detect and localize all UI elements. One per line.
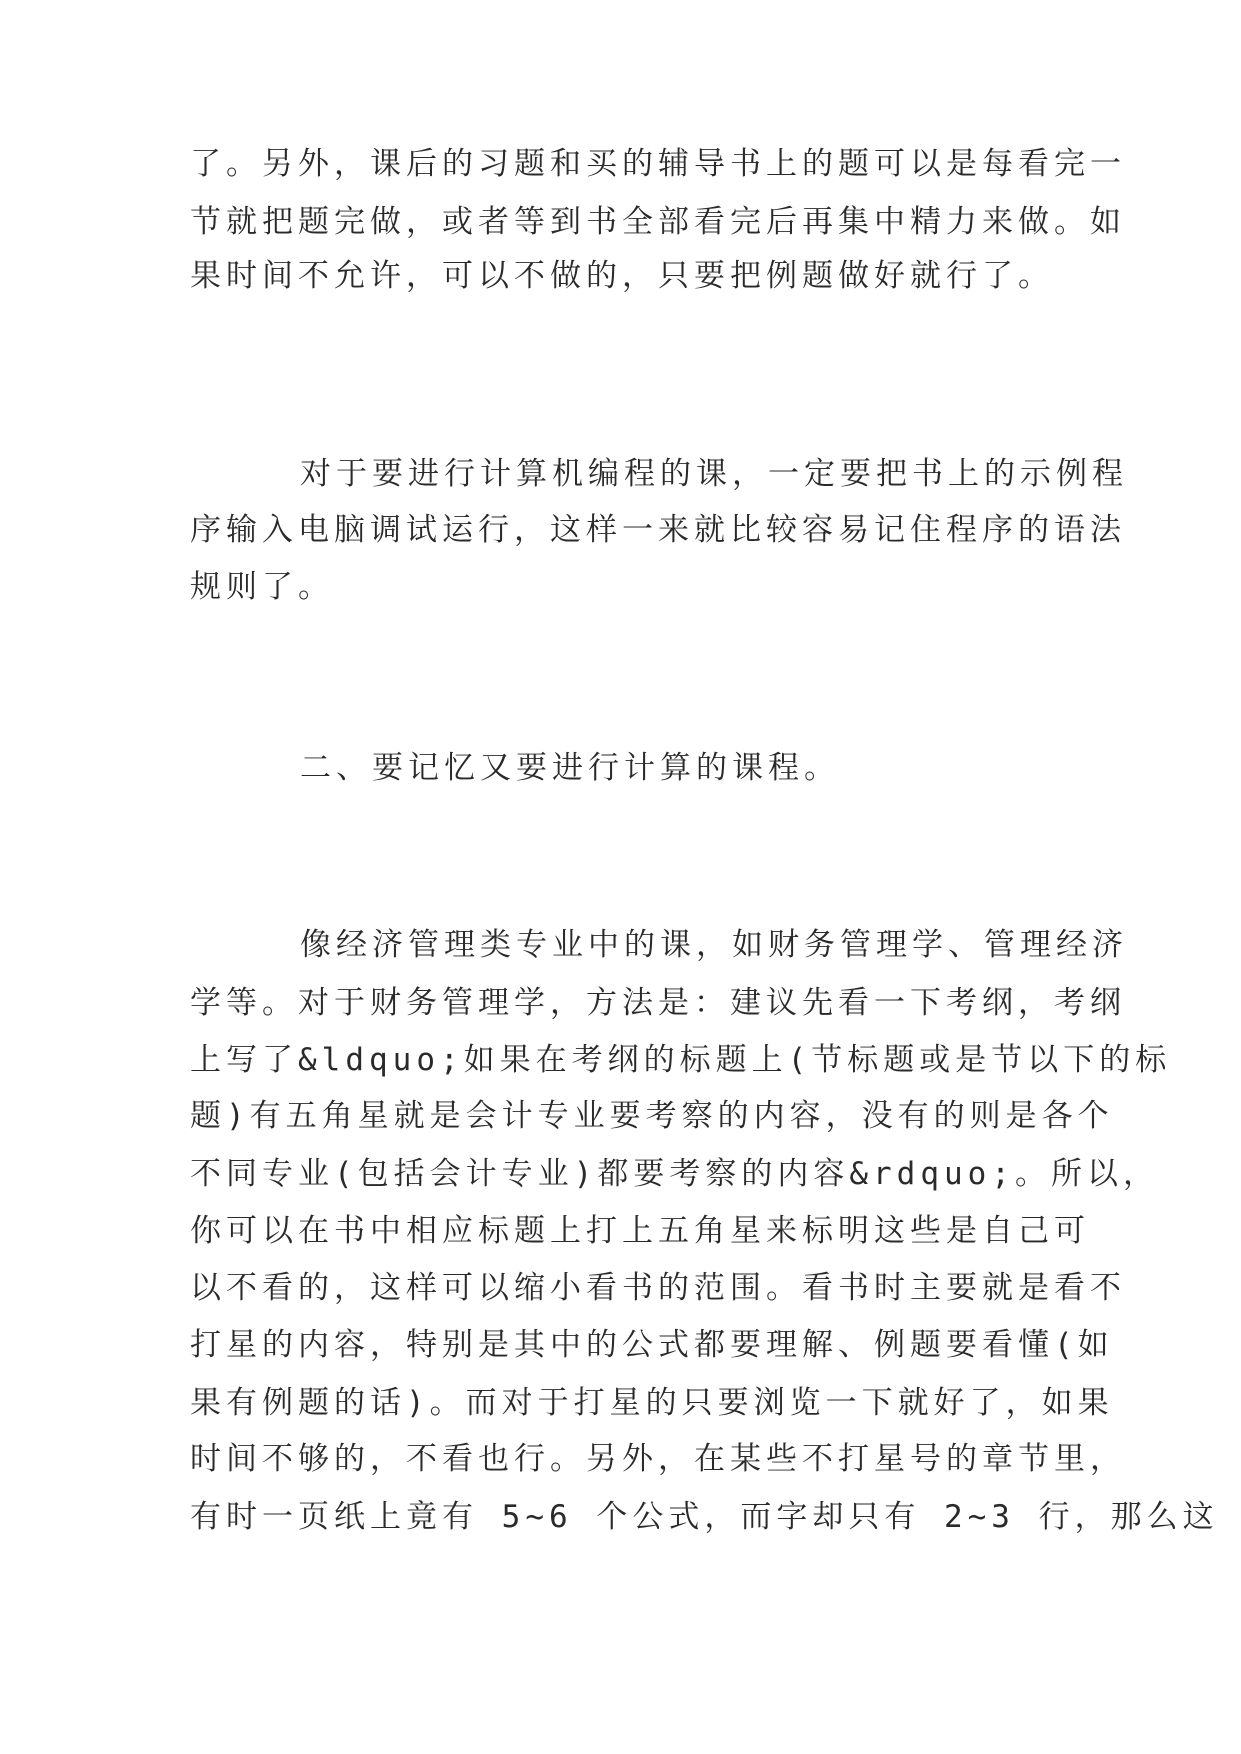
paragraph-4-line-2: 学等。对于财务管理学，方法是：建议先看一下考纲，考纲 xyxy=(190,985,1126,1021)
paragraph-4-line-3: 上写了&ldquo;如果在考纲的标题上(节标题或是节以下的标 xyxy=(190,1042,1172,1078)
paragraph-4-line-6: 你可以在书中相应标题上打上五角星来标明这些是自己可 xyxy=(190,1213,1090,1249)
paragraph-1-line-2: 节就把题完做，或者等到书全部看完后再集中精力来做。如 xyxy=(190,204,1126,240)
paragraph-1-line-3: 果时间不允许，可以不做的，只要把例题做好就行了。 xyxy=(190,258,1054,294)
paragraph-4-line-10: 时间不够的，不看也行。另外，在某些不打星号的章节里， xyxy=(190,1441,1126,1477)
paragraph-4-line-9: 果有例题的话)。而对于打星的只要浏览一下就好了，如果 xyxy=(190,1385,1114,1421)
paragraph-4-line-11: 有时一页纸上竟有 5~6 个公式，而字却只有 2~3 行，那么这 xyxy=(190,1499,1219,1535)
paragraph-2-line-3: 规则了。 xyxy=(190,569,334,605)
section-heading: 二、要记忆又要进行计算的课程。 xyxy=(300,750,840,786)
paragraph-4-line-8: 打星的内容，特别是其中的公式都要理解、例题要看懂(如 xyxy=(190,1327,1114,1363)
paragraph-1-line-1: 了。另外，课后的习题和买的辅导书上的题可以是每看完一 xyxy=(190,146,1126,182)
paragraph-4-line-1: 像经济管理类专业中的课，如财务管理学、管理经济 xyxy=(300,927,1128,963)
paragraph-2-line-1: 对于要进行计算机编程的课，一定要把书上的示例程 xyxy=(300,456,1128,492)
paragraph-2-line-2: 序输入电脑调试运行，这样一来就比较容易记住程序的语法 xyxy=(190,512,1126,548)
paragraph-4-line-5: 不同专业(包括会计专业)都要考察的内容&rdquo;。所以， xyxy=(190,1156,1159,1192)
paragraph-4-line-7: 以不看的，这样可以缩小看书的范围。看书时主要就是看不 xyxy=(190,1270,1126,1306)
paragraph-4-line-4: 题)有五角星就是会计专业要考察的内容，没有的则是各个 xyxy=(190,1098,1114,1134)
